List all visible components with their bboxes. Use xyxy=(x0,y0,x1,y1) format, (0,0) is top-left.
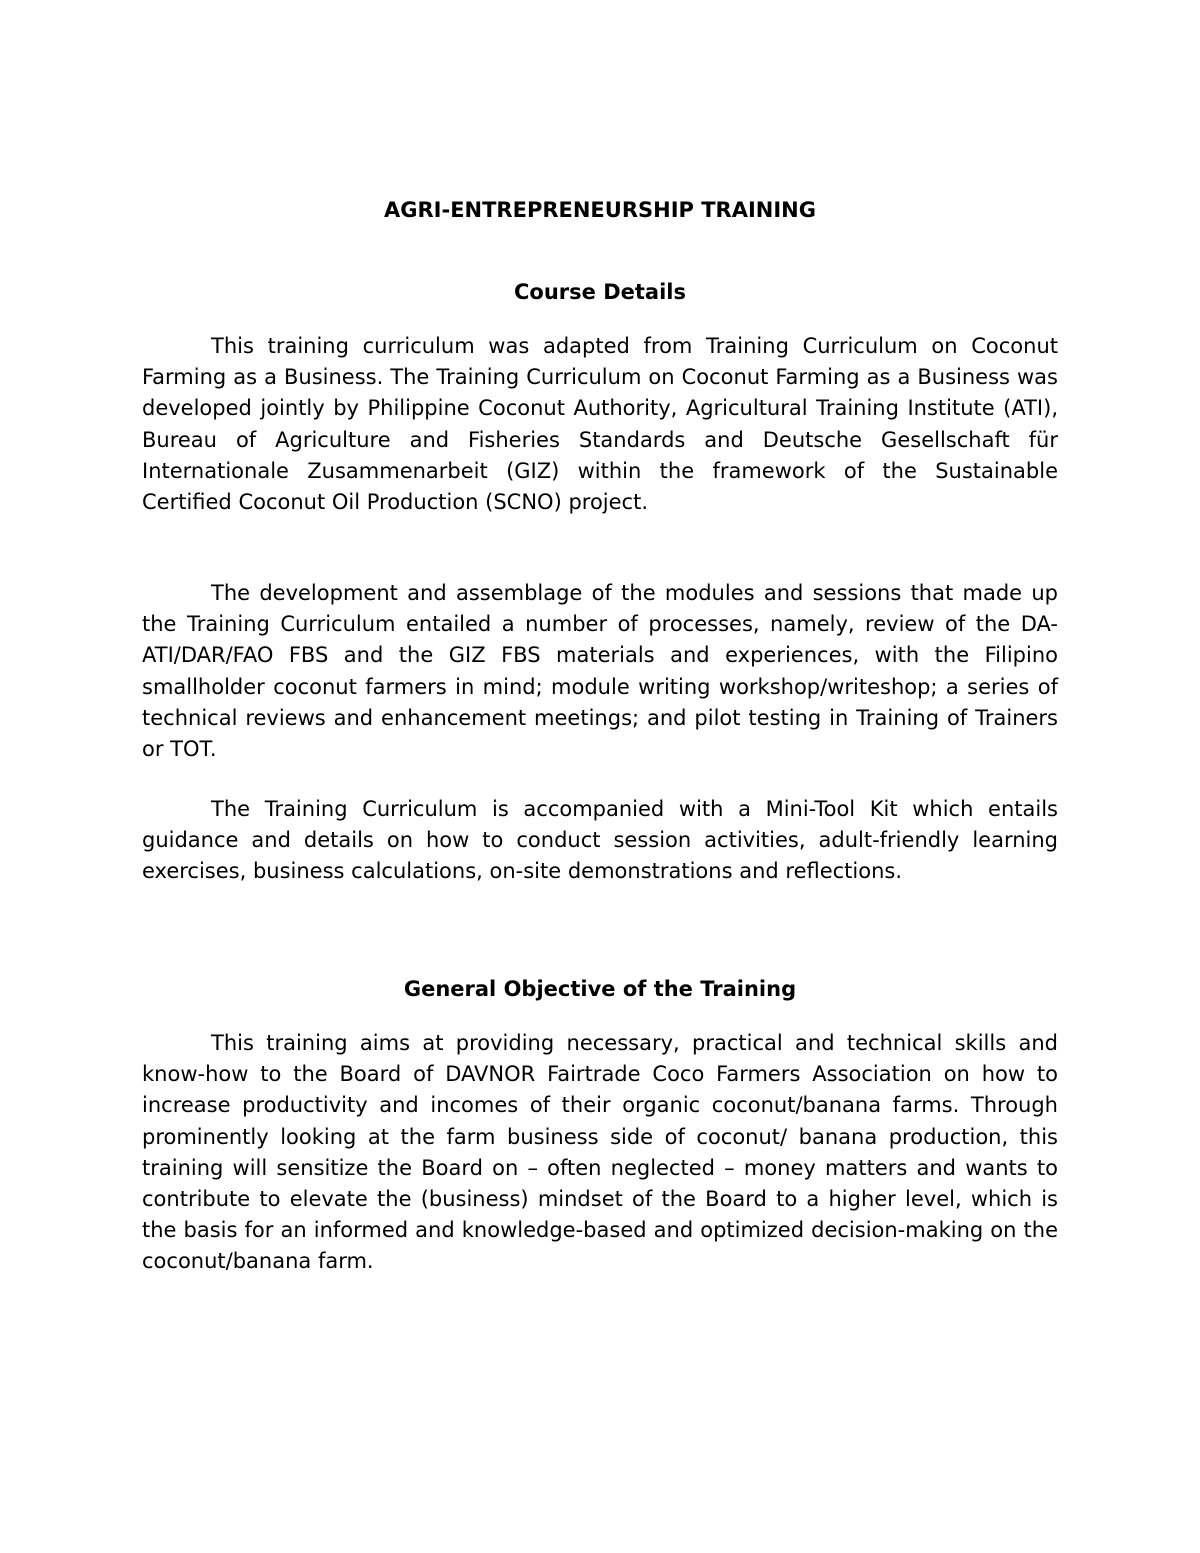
document-page xyxy=(142,0,1058,1553)
paragraph-curriculum-origin: This training curriculum was adapted from Training Curriculum on Coconut Farming as a Business. The Training Curriculum on Coconut Farming as a Business was developed jointly by Philippine Coconut Authority, Agricultural Training Institute (ATI), Bureau of Agriculture and Fisheries Standards and Deutsche Gesellschaft für Internationale Zusammenarbeit (GIZ) within the framework of the Sustainable Certified Coconut Oil Production (SCNO) project. xyxy=(142,334,1058,515)
section-heading-course-details: Course Details xyxy=(514,280,686,304)
paragraph-training-aims: This training aims at providing necessary, practical and technical skills and know-how to the Board of DAVNOR Fairtrade Coco Farmers Association on how to increase productivity and incomes of their organic coconut/banana farms. Through prominently looking at the farm business side of coconut/ banana production, this training will sensitize the Board on – often neglected – money matters and wants to contribute to elevate the (business) mindset of the Board to a higher level, which is the basis for an informed and knowledge-based and optimized decision-making on the coconut/banana farm. xyxy=(142,1031,1058,1274)
document-title: AGRI-ENTREPRENEURSHIP TRAINING xyxy=(384,198,816,222)
paragraph-mini-tool-kit: The Training Curriculum is accompanied with a Mini-Tool Kit which entails guidance and details on how to conduct session activities, adult-friendly learning exercises, business calculations, on-site demonstrations and reflections. xyxy=(142,797,1058,884)
section-heading-general-objective: General Objective of the Training xyxy=(403,977,797,1001)
paragraph-development-process: The development and assemblage of the modules and sessions that made up the Training Curriculum entailed a number of processes, namely, review of the DA-ATI/DAR/FAO FBS and the GIZ FBS materials and experiences, with the Filipino smallholder coconut farmers in mind; module writing workshop/writeshop; a series of technical reviews and enhancement meetings; and pilot testing in Training of Trainers or TOT. xyxy=(142,581,1058,762)
